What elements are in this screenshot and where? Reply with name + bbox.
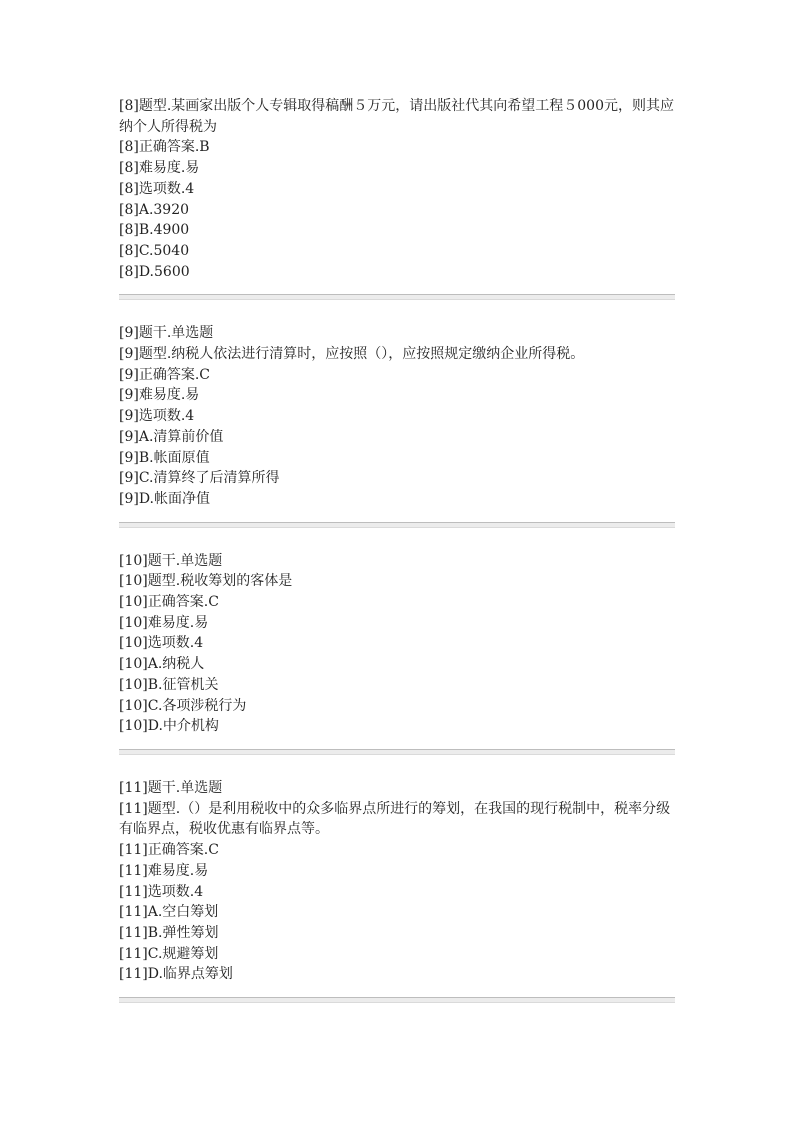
option-b: [9]B.帐面原值 <box>119 449 210 466</box>
question-header: [10]题干.单选题 <box>119 552 223 569</box>
option-count: [9]选项数.4 <box>119 408 195 425</box>
option-d: [11]D.临界点筹划 <box>119 966 233 983</box>
option-b: [11]B.弹性筹划 <box>119 924 219 941</box>
option-d: [8]D.5600 <box>119 263 190 280</box>
section-divider <box>119 997 675 1003</box>
option-a: [8]A.3920 <box>119 201 190 218</box>
difficulty: [8]难易度.易 <box>119 160 200 177</box>
option-d: [10]D.中介机构 <box>119 718 219 735</box>
option-b: [8]B.4900 <box>119 222 190 239</box>
option-count: [10]选项数.4 <box>119 635 204 652</box>
option-d: [9]D.帐面净值 <box>119 490 211 507</box>
document-body <box>119 96 675 1026</box>
question-header: [11]题干.单选题 <box>119 779 223 796</box>
option-c: [11]C.规避筹划 <box>119 945 219 962</box>
correct-answer: [11]正确答案.C <box>119 842 219 859</box>
option-c: [8]C.5040 <box>119 242 190 259</box>
difficulty: [9]难易度.易 <box>119 387 200 404</box>
question-block-9 <box>119 323 675 509</box>
correct-answer: [10]正确答案.C <box>119 594 219 611</box>
option-c: [9]C.清算终了后清算所得 <box>119 470 280 487</box>
question-stem: [9]题型.纳税人依法进行清算时，应按照（），应按照规定缴纳企业所得税。 <box>119 346 585 363</box>
option-count: [8]选项数.4 <box>119 180 195 197</box>
question-stem: [10]题型.税收筹划的客体是 <box>119 573 293 590</box>
section-divider <box>119 294 675 300</box>
section-divider <box>119 522 675 528</box>
section-divider <box>119 749 675 755</box>
question-stem: [11]题型.（）是利用税收中的众多临界点所进行的筹划，在我国的现行税制中，税率分级有临界点，税收优惠有临界点等。 <box>119 800 671 838</box>
option-count: [11]选项数.4 <box>119 883 204 900</box>
option-c: [10]C.各项涉税行为 <box>119 697 247 714</box>
question-header: [9]题干.单选题 <box>119 325 214 342</box>
correct-answer: [8]正确答案.B <box>119 139 210 156</box>
difficulty: [10]难易度.易 <box>119 614 209 631</box>
question-block-10 <box>119 551 675 737</box>
option-b: [10]B.征管机关 <box>119 676 219 693</box>
difficulty: [11]难易度.易 <box>119 862 209 879</box>
option-a: [11]A.空白筹划 <box>119 904 219 921</box>
question-block-8 <box>119 96 675 282</box>
option-a: [9]A.清算前价值 <box>119 428 224 445</box>
option-a: [10]A.纳税人 <box>119 656 205 673</box>
question-block-11 <box>119 778 675 985</box>
question-stem: [8]题型.某画家出版个人专辑取得稿酬５万元，请出版社代其向希望工程５000元，则其应纳个人所得税为 <box>119 98 675 135</box>
correct-answer: [9]正确答案.C <box>119 366 210 383</box>
